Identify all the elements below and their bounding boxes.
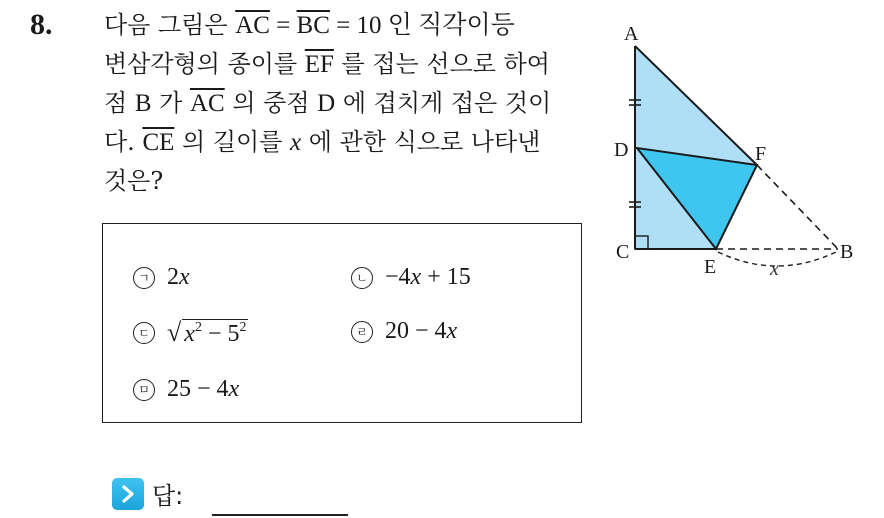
radical-sign: √	[167, 318, 182, 347]
chevron-right-icon	[112, 478, 144, 510]
folded-triangle-figure	[600, 20, 880, 290]
choice-4-expression: 20 − 4x	[385, 318, 458, 344]
choice-3[interactable]	[133, 318, 248, 348]
choice-5-expression: 25 − 4x	[167, 376, 240, 402]
question-line-1: 다음 그림은 $\overline{AC} = \overline{BC} = 10$ 인 직각이등	[104, 11, 515, 39]
segment-bc: $\overline{BC}$	[296, 12, 330, 39]
answer-area	[112, 476, 183, 511]
choice-4[interactable]	[351, 318, 457, 345]
label-d: D	[614, 139, 629, 161]
question-text	[104, 6, 594, 200]
question-line-5: 것은?	[104, 167, 164, 195]
question-line-2: 변삼각형의 종이를 $\overline{EF}$ 를 접는 선으로 하여	[104, 50, 550, 78]
choice-5[interactable]	[133, 376, 239, 403]
dashed-fb	[757, 165, 838, 249]
label-e: E	[704, 256, 717, 278]
choice-1-marker: ㄱ	[133, 267, 155, 289]
choice-2-marker: ㄴ	[351, 267, 373, 289]
choice-2-expression: −4x + 15	[385, 264, 471, 290]
choice-3-marker: ㄷ	[133, 322, 155, 344]
choice-5-marker: ㅁ	[133, 379, 155, 401]
choices-box	[102, 223, 582, 423]
label-a: A	[624, 23, 639, 45]
question-number: 8.	[30, 8, 53, 41]
segment-ac-2: $\overline{AC}$	[189, 90, 225, 117]
label-b: B	[840, 241, 854, 263]
label-c: C	[616, 241, 630, 263]
segment-ac: $\overline{AC}$	[235, 12, 270, 39]
choice-1[interactable]	[133, 264, 190, 291]
segment-ef: $\overline{EF}$	[304, 51, 334, 78]
choice-4-marker: ㄹ	[351, 321, 373, 343]
choice-1-expression: 2x	[167, 264, 190, 290]
segment-ce: $\overline{CE}$	[142, 129, 175, 156]
choice-3-expression: √ $x^2 - 5^2$	[167, 318, 247, 347]
question-line-3: 점 B 가 $\overline{AC}$ 의 중점 D 에 겹치게 접은 것이	[104, 89, 552, 117]
answer-label: 답:	[152, 482, 184, 510]
question-line-4: 다. $\overline{CE}$ 의 길이를 x 에 관한 식으로 나타낸	[104, 128, 541, 156]
answer-input-line[interactable]	[212, 514, 348, 516]
label-x: x	[770, 258, 779, 280]
choice-2[interactable]	[351, 264, 471, 291]
label-f: F	[755, 143, 767, 165]
